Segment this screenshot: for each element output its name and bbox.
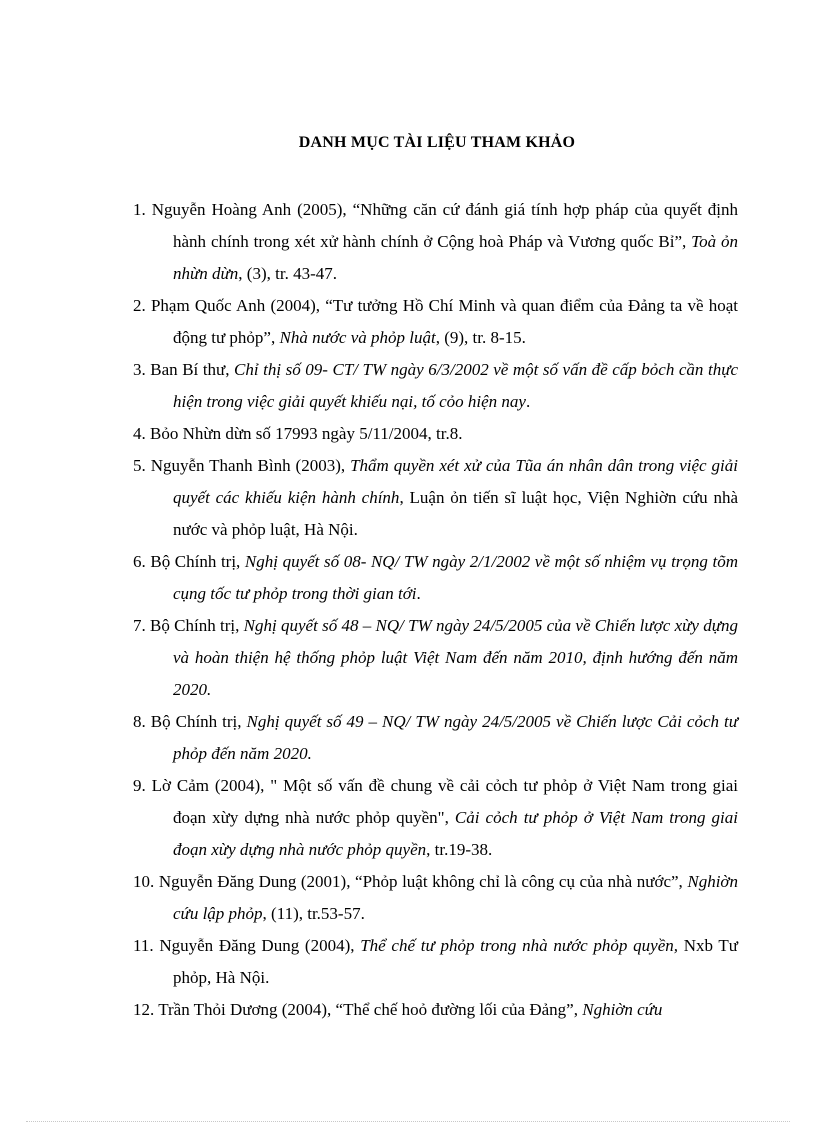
reference-number: 6.: [133, 552, 146, 571]
reference-details: , (9), tr. 8-15.: [435, 328, 526, 347]
reference-title: Chỉ thị số 09- CT/ TW ngày 6/3/2002 về một số vấn đề cấp bỏch cần thực hiện trong việc giải quyết khiếu nại, tố cỏo hiện nay: [173, 360, 739, 411]
reference-title: Nghị quyết số 49 – NQ/ TW ngày 24/5/2005 về Chiến lược Cải cỏch tư phỏp đến năm 2020.: [173, 712, 739, 763]
reference-title: Cải cỏch tư phỏp ở Việt Nam trong giai đoạn xừy dựng nhà nước phỏp quyền: [173, 808, 738, 859]
reference-text: Nguyễn Đăng Dung (2001), “Phỏp luật không chỉ là công cụ của nhà nước”,: [158, 872, 688, 891]
reference-title: Thẩm quyền xét xử của Tũa án nhân dân trong việc giải quyết các khiếu kiện hành chính: [173, 456, 739, 507]
reference-title: Nghiờn cứu lập phỏp: [173, 872, 739, 923]
reference-details: , Luận ỏn tiến sĩ luật học, Viện Nghiờn cứu nhà nước và phỏp luật, Hà Nội.: [173, 488, 738, 539]
reference-number: 11.: [133, 936, 154, 955]
reference-list: [133, 194, 738, 1026]
reference-title: Nghị quyết số 08- NQ/ TW ngày 2/1/2002 về một số nhiệm vụ trọng tõm cụng tốc tư phỏp trong thời gian tới: [173, 552, 739, 603]
reference-details: .: [416, 584, 421, 603]
reference-details: .: [525, 392, 531, 411]
reference-text: Trần Thỏi Dương (2004), “Thể chế hoỏ đường lối của Đảng”,: [158, 1000, 583, 1019]
reference-number: 10.: [133, 872, 155, 891]
reference-text: Nguyễn Thanh Bình (2003),: [150, 456, 351, 475]
reference-details: , (11), tr.53-57.: [262, 904, 365, 923]
reference-text: Phạm Quốc Anh (2004), “Tư tưởng Hồ Chí Minh và quan điểm của Đảng ta về hoạt động tư phỏp”,: [150, 296, 738, 347]
reference-number: 4.: [133, 424, 146, 443]
reference-text: Bỏo Nhừn dừn số 17993 ngày 5/11/2004, tr.8.: [150, 424, 463, 443]
reference-number: 9.: [133, 776, 146, 795]
reference-text: Nguyễn Hoàng Anh (2005), “Những căn cứ đánh giá tính hợp pháp của quyết định hành chính trong xét xử hành chính ở Cộng hoà Pháp và Vương quốc Bỉ”,: [151, 200, 738, 251]
reference-title: Nhà nước và phỏp luật: [279, 328, 436, 347]
reference-number: 3.: [133, 360, 146, 379]
reference-item: [133, 450, 738, 546]
reference-number: 2.: [133, 296, 146, 315]
reference-details: , tr.19-38.: [426, 840, 493, 859]
reference-text: Bộ Chính trị,: [150, 552, 245, 571]
reference-item: [133, 610, 738, 706]
reference-title: Nghiờn cứu: [582, 1000, 663, 1019]
reference-item: [133, 930, 738, 994]
reference-text: Bộ Chính trị,: [150, 712, 247, 731]
reference-text: Bộ Chính trị,: [150, 616, 244, 635]
reference-text: Nguyễn Đăng Dung (2004),: [159, 936, 361, 955]
reference-number: 5.: [133, 456, 146, 475]
reference-number: 1.: [133, 200, 146, 219]
page-title: DANH MỤC TÀI LIỆU THAM KHẢO: [298, 134, 576, 151]
reference-item: [133, 770, 738, 866]
reference-title: Toà ỏn nhừn dừn: [173, 232, 738, 283]
reference-item: [133, 290, 738, 354]
reference-item: [133, 994, 738, 1026]
reference-text: Ban Bí thư,: [150, 360, 235, 379]
reference-number: 7.: [133, 616, 146, 635]
reference-item: [133, 546, 738, 610]
reference-item: [133, 706, 738, 770]
reference-title: Nghị quyết số 48 – NQ/ TW ngày 24/5/2005 của về Chiến lược xừy dựng và hoàn thiện hệ thống phỏp luật Việt Nam đến năm 2010, định hướng đến năm 2020.: [173, 616, 738, 699]
reference-details: Nxb Tư phỏp, Hà Nội.: [173, 936, 739, 987]
reference-number: 8.: [133, 712, 146, 731]
reference-item: [133, 354, 738, 418]
reference-item: [133, 866, 738, 930]
reference-details: , (3), tr. 43-47.: [238, 264, 337, 283]
reference-number: 12.: [133, 1000, 155, 1019]
reference-item: [133, 194, 738, 290]
reference-title: Thể chế tư phỏp trong nhà nước phỏp quyền,: [360, 936, 678, 955]
reference-text: Lờ Cảm (2004), " Một số vấn đề chung về cải cỏch tư phỏp ở Việt Nam trong giai đoạn xừy dựng nhà nước phỏp quyền",: [151, 776, 739, 827]
reference-item: [133, 418, 738, 450]
page-bottom-divider: [26, 1121, 790, 1122]
